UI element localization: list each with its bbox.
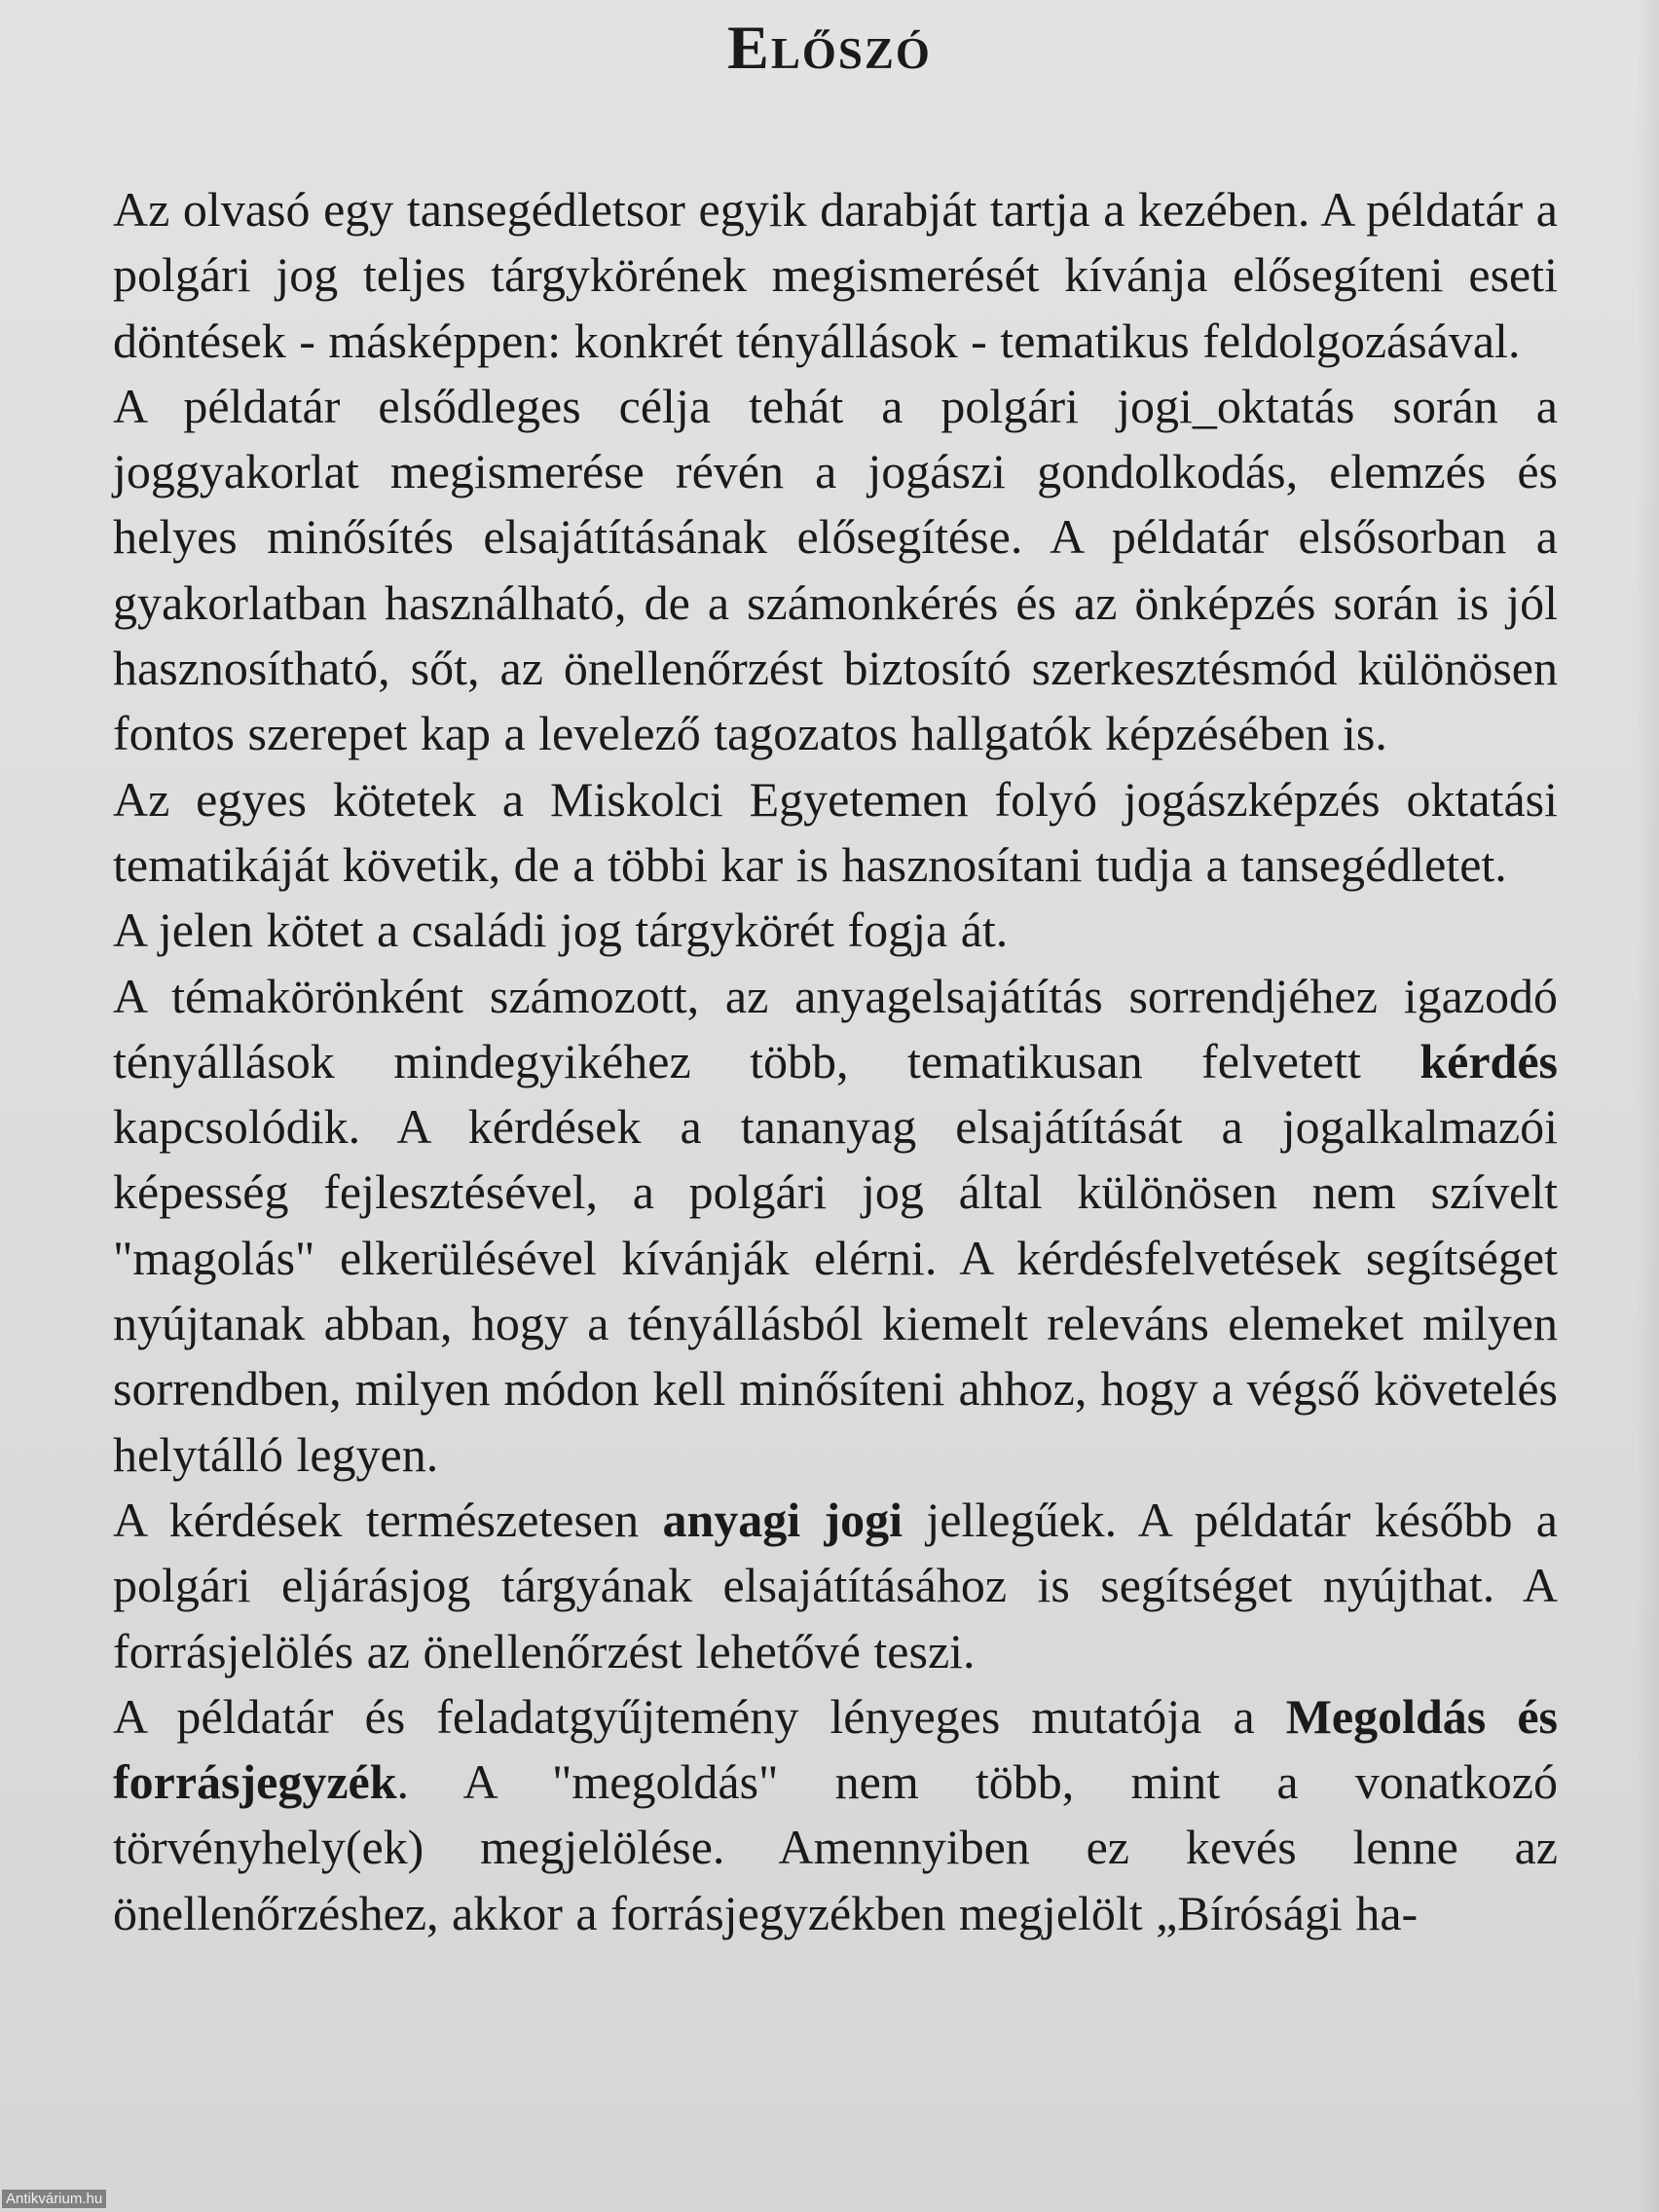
- paragraph-5-bold: kérdés: [1419, 1033, 1558, 1088]
- watermark-label: Antikvárium.hu: [2, 2190, 106, 2208]
- paragraph-6-text-b: jellegűek. A példatár később a polgári eljárásjog tárgyának elsajátításához is segítséget nyújthat. A forrásjelölés az önellenőrzést lehetővé teszi.: [113, 1492, 1558, 1678]
- paragraph-6: [113, 1488, 1558, 1684]
- paragraph-7: [113, 1684, 1558, 1946]
- paragraph-1: Az olvasó egy tansegédletsor egyik darabját tartja a kezében. A példatár a polgári jog teljes tárgykörének megismerését kívánja elősegíteni eseti döntések - másképpen: konkrét tényállások - tematikus feldolgozásával.: [113, 182, 1558, 368]
- paragraph-6-bold: anyagi jogi: [662, 1492, 903, 1547]
- paragraph-7-bold: Megoldás és forrásjegyzék: [113, 1688, 1558, 1810]
- preface-body: [113, 177, 1558, 1946]
- page-title: Előszó: [727, 13, 932, 82]
- paragraph-5-text-a: A témakörönként számozott, az anyagelsajátítás sorrendjéhez igazodó tényállások mindegyikéhez több, tematikusan felvetett: [113, 968, 1558, 1088]
- paragraph-4: A jelen kötet a családi jog tárgykörét fogja át.: [113, 903, 1009, 958]
- paragraph-2: A példatár elsődleges célja tehát a polgári jogi_oktatás során a joggyakorlat megismerése révén a jogászi gondolkodás, elemzés és helyes minősítés elsajátításának elősegítése. A példatár elsősorban a gyakorlatban használható, de a számonkérés és az önképzés során is jól hasznosítható, sőt, az önellenőrzést biztosító szerkesztésmód különösen fontos szerepet kap a levelező tagozatos hallgatók képzésében is.: [113, 378, 1558, 761]
- paragraph-5-text-b: kapcsolódik. A kérdések a tananyag elsajátítását a jogalkalmazói képesség fejlesztésével, a polgári jog által különösen nem szívelt "magolás" elkerülésével kívánják elérni. A kérdésfelvetések segítséget nyújtanak abban, hogy a tényállásból kiemelt releváns elemeket milyen sorrendben, milyen módon kell minősíteni ahhoz, hogy a végső követelés helytálló legyen.: [113, 1099, 1558, 1482]
- paragraph-7-text-b: . A "megoldás" nem több, mint a vonatkozó törvényhely(ek) megjelölése. Amennyiben ez kevés lenne az önellenőrzéshez, akkor a forrásjegyzékben megjelölt „Bírósági ha-: [113, 1754, 1558, 1940]
- page-edge-shadow: [1636, 0, 1659, 2212]
- paragraph-5: [113, 964, 1558, 1488]
- paragraph-3: Az egyes kötetek a Miskolci Egyetemen folyó jogászképzés oktatási tematikáját követik, de a többi kar is hasznosítani tudja a tansegédletet.: [113, 771, 1558, 892]
- paragraph-7-text-a: A példatár és feladatgyűjtemény lényeges mutatója a: [113, 1688, 1286, 1744]
- paragraph-6-text-a: A kérdések természetesen: [113, 1492, 663, 1547]
